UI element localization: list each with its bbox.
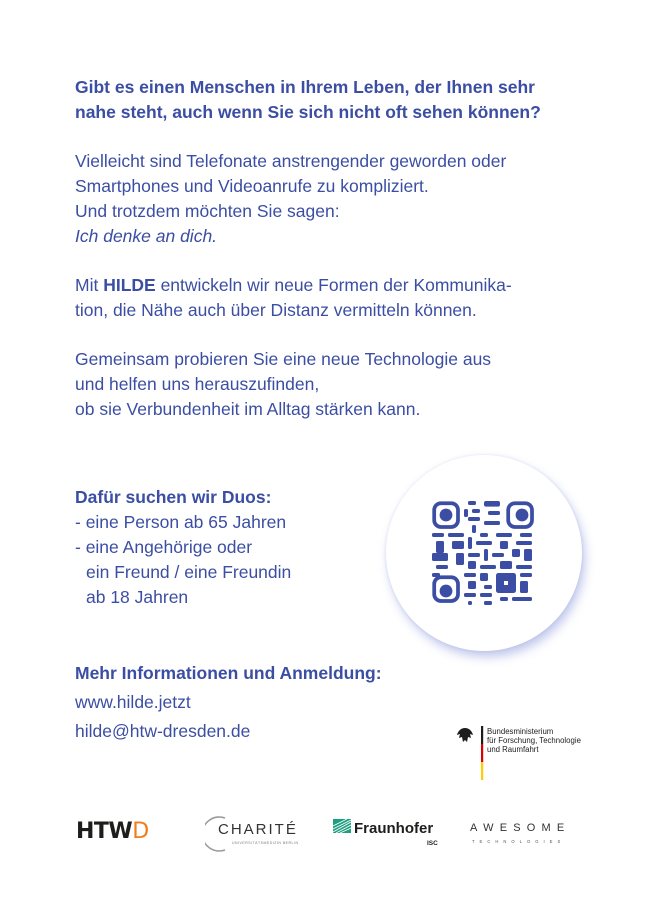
para2-line-2: tion, die Nähe auch über Distanz vermitteln können. <box>75 300 477 320</box>
para1-line-italic: Ich denke an dich. <box>75 226 218 246</box>
qr-code-icon[interactable] <box>432 501 536 605</box>
para3-line-2: und helfen uns herauszufinden, <box>75 374 320 394</box>
website-link[interactable]: www.hilde.jetzt <box>75 692 191 712</box>
para1-line-2: Smartphones und Videoanrufe zu kompliziert. <box>75 176 429 196</box>
awesome-technologies-subtitle: TECHNOLOGIES <box>472 839 566 844</box>
duos-item-2: - eine Angehörige oder <box>75 537 253 557</box>
email-link[interactable]: hilde@htw-dresden.de <box>75 721 251 741</box>
duos-item-2-cont-2: ab 18 Jahren <box>86 587 189 607</box>
para3-line-3: ob sie Verbundenheit im Alltag stärken kann. <box>75 399 421 419</box>
fraunhofer-isc: ISC <box>427 840 438 847</box>
duos-heading: Dafür suchen wir Duos: <box>75 487 272 507</box>
duos-item-2-cont-1: ein Freund / eine Freundin <box>86 562 292 582</box>
para1-line-1: Vielleicht sind Telefonate anstrengender geworden oder <box>75 151 507 171</box>
fraunhofer-icon <box>333 819 351 833</box>
charite-subtitle: UNIVERSITÄTSMEDIZIN BERLIN <box>232 841 299 845</box>
para2-line-1 <box>75 273 512 298</box>
charite-logo: CHARITÉ <box>218 821 298 838</box>
awesome-technologies-logo: AWESOME <box>470 822 571 834</box>
htw-dresden-logo: HTWD <box>76 819 149 844</box>
fraunhofer-logo: Fraunhofer <box>354 820 434 837</box>
para2-rest: entwickeln wir neue Formen der Kommunika- <box>155 275 512 295</box>
para1-line-3: Und trotzdem möchten Sie sagen: <box>75 201 340 221</box>
hilde-brand: HILDE <box>103 275 156 295</box>
funder-name: Bundesministerium für Forschung, Technologie und Raumfahrt <box>487 727 581 754</box>
para2-prefix: Mit <box>75 275 104 295</box>
intro-line-2: nahe steht, auch wenn Sie sich nicht oft sehen können? <box>75 102 541 122</box>
duos-item-1: - eine Person ab 65 Jahren <box>75 512 287 532</box>
intro-line-1: Gibt es einen Menschen in Ihrem Leben, der Ihnen sehr <box>75 77 535 97</box>
para3-line-1: Gemeinsam probieren Sie eine neue Technologie aus <box>75 349 492 369</box>
contact-heading: Mehr Informationen und Anmeldung: <box>75 663 382 683</box>
